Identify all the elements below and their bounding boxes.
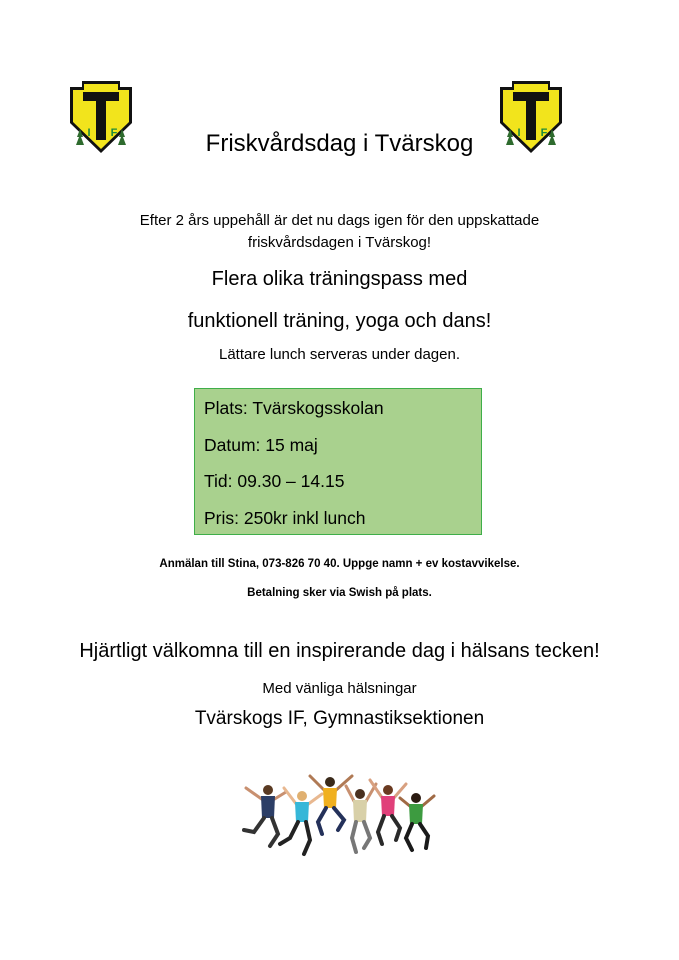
- logo-initial-left: I: [87, 127, 91, 139]
- jumper-4: [346, 784, 376, 852]
- lunch-note: Lättare lunch serveras under dagen.: [219, 346, 460, 363]
- logo-initial-left: I: [517, 127, 521, 139]
- intro-line-2: friskvårdsdagen i Tvärskog!: [247, 234, 432, 251]
- page-title: Friskvårdsdag i Tvärskog: [205, 130, 474, 157]
- jumping-people-illustration: [230, 768, 450, 864]
- jumper-5: [370, 780, 406, 844]
- info-time: Tid: 09.30 – 14.15: [204, 471, 345, 491]
- logo-initial-right: F: [540, 127, 548, 139]
- jumping-people-icon: [230, 768, 450, 864]
- signature: Tvärskogs IF, Gymnastiksektionen: [194, 708, 485, 729]
- jumper-2: [280, 788, 322, 854]
- info-location: Plats: Tvärskogsskolan: [204, 398, 384, 418]
- logo-initial-right: F: [110, 127, 118, 139]
- headline-line-2: funktionell träning, yoga och dans!: [187, 310, 492, 332]
- intro-line-1: Efter 2 års uppehåll är det nu dags igen för den uppskattade: [139, 212, 540, 229]
- registration-info: Anmälan till Stina, 073-826 70 40. Uppge namn + ev kostavvikelse.: [159, 558, 520, 570]
- payment-info: Betalning sker via Swish på plats.: [247, 587, 432, 599]
- welcome-message: Hjärtligt välkomna till en inspirerande dag i hälsans tecken!: [79, 640, 600, 662]
- event-info-box: [194, 388, 482, 535]
- info-price: Pris: 250kr inkl lunch: [204, 507, 366, 528]
- info-date: Datum: 15 maj: [204, 434, 318, 455]
- headline-line-1: Flera olika träningspass med: [211, 268, 468, 290]
- jumper-1: [244, 785, 286, 846]
- closing-regards: Med vänliga hälsningar: [262, 680, 417, 697]
- jumper-6: [400, 793, 434, 850]
